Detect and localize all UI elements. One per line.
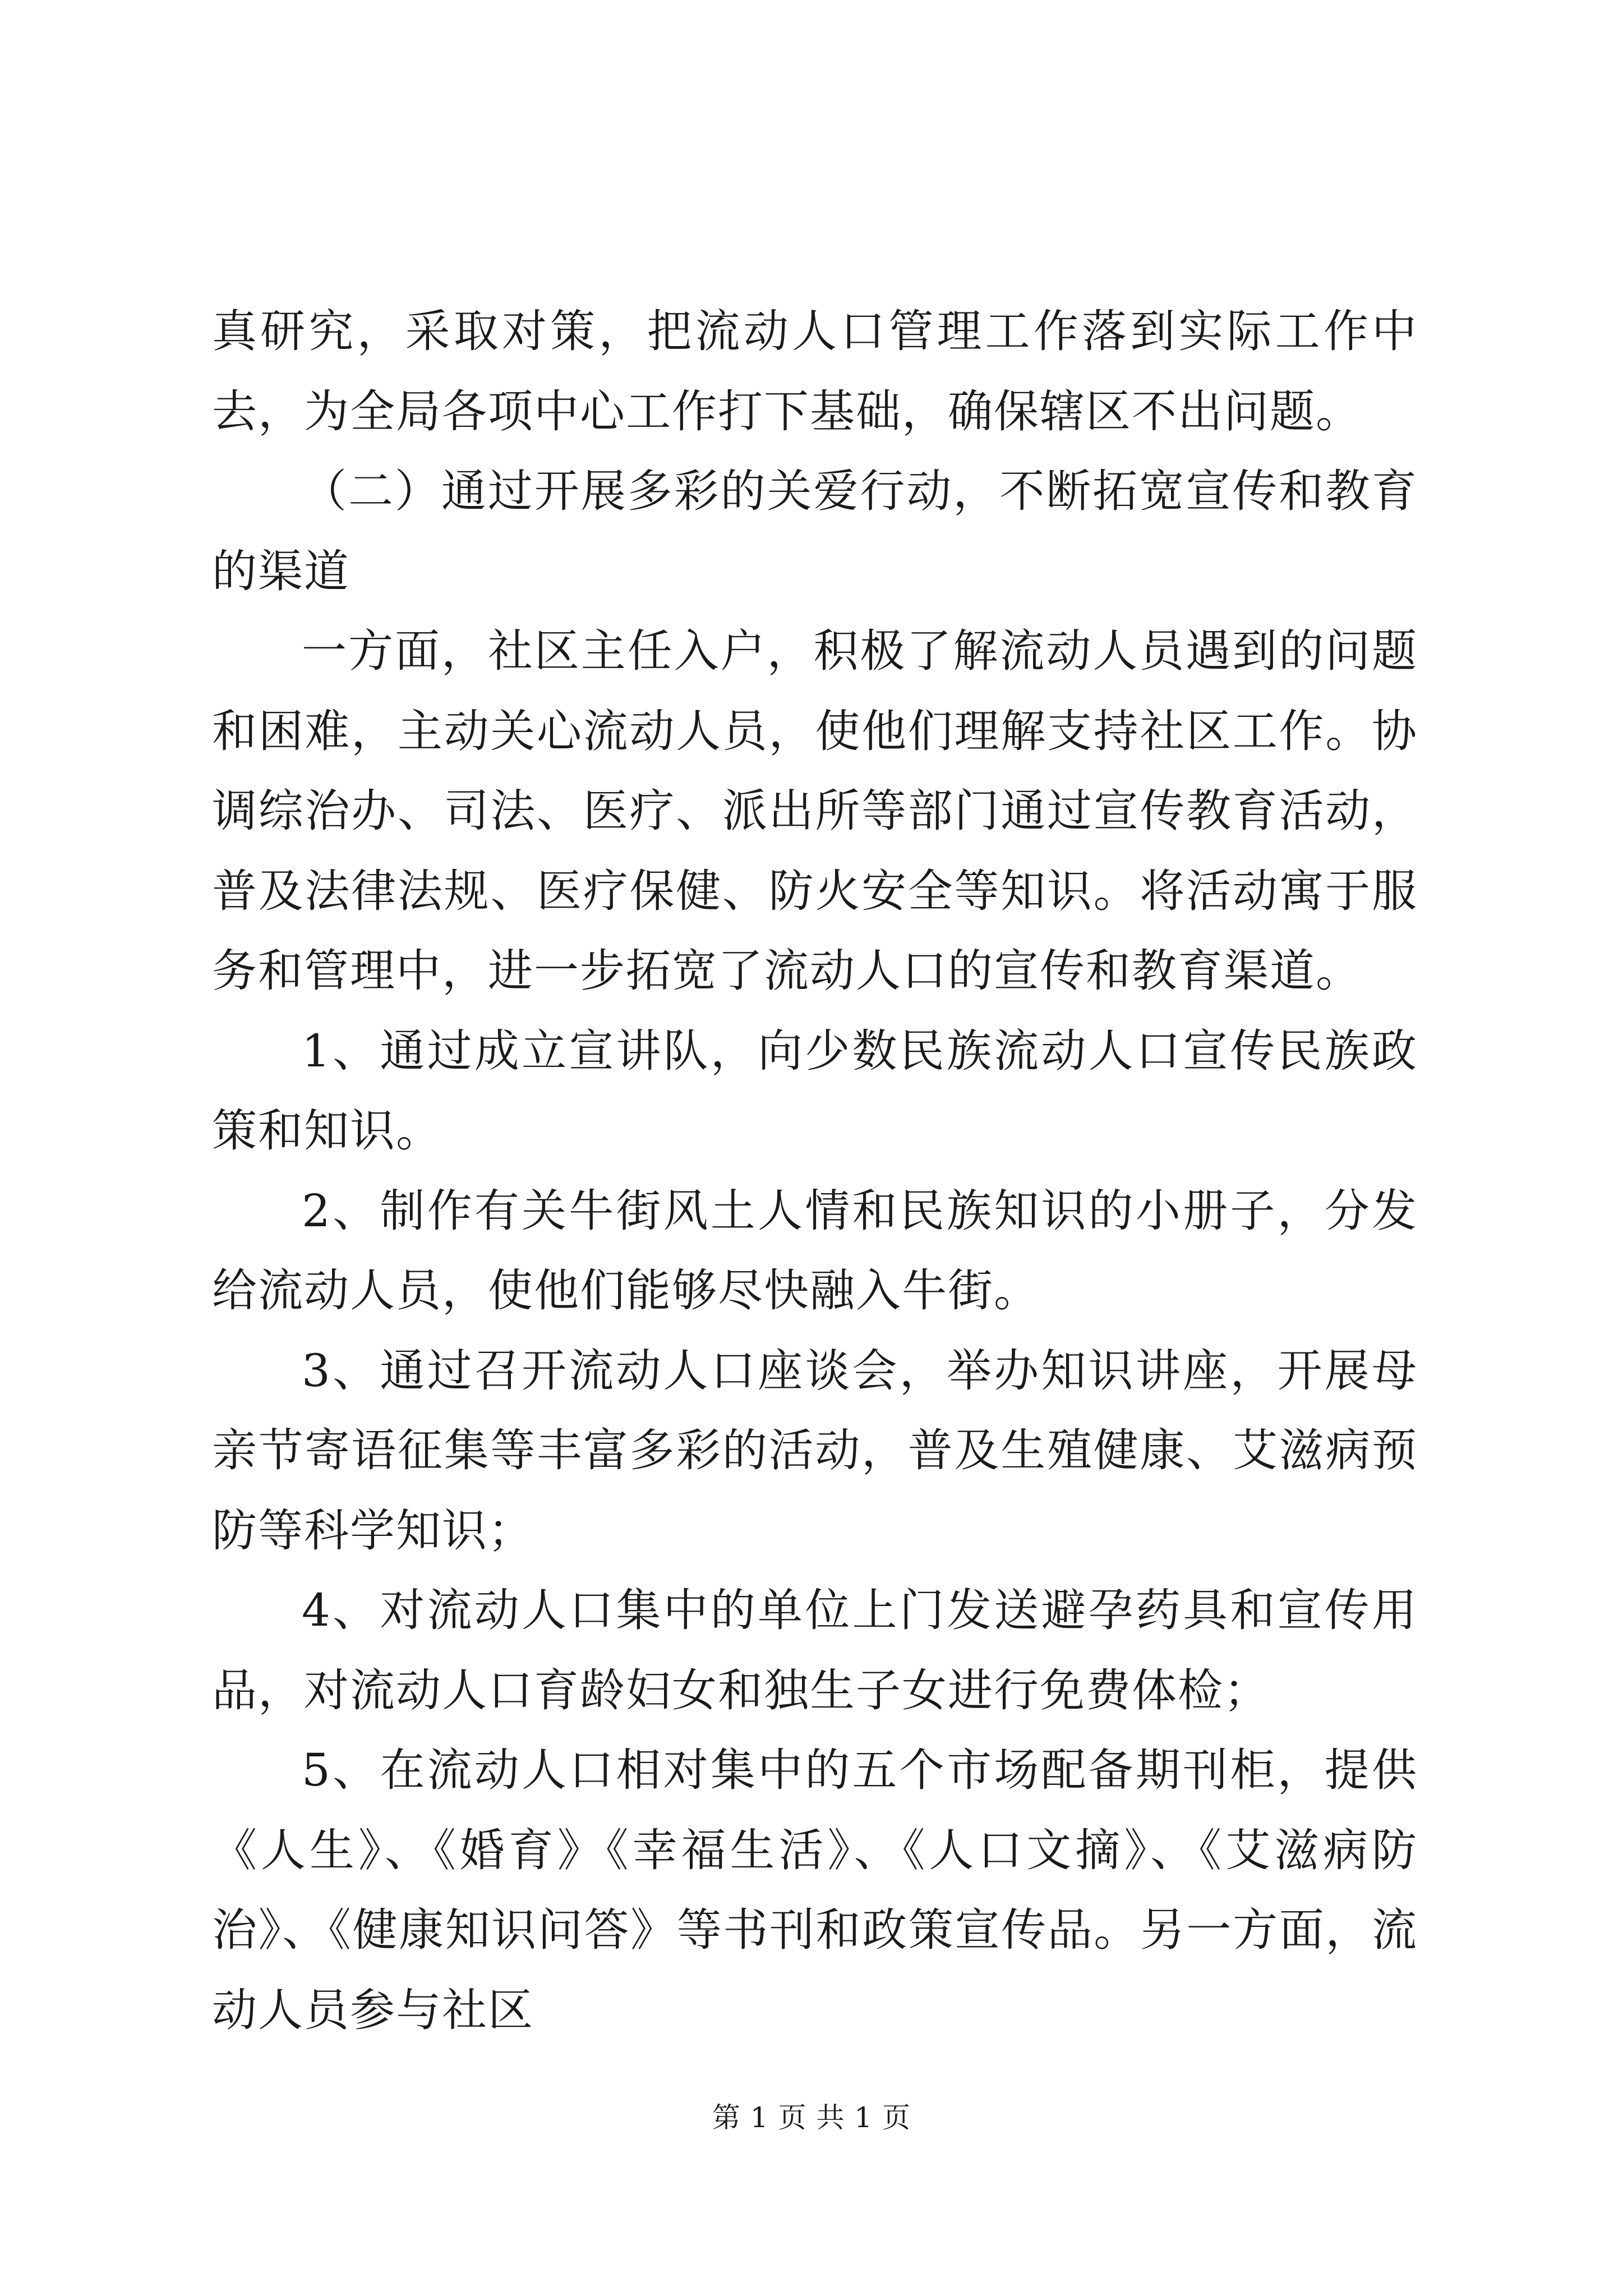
list-item-4: 4、对流动人口集中的单位上门发送避孕药具和宣传用品，对流动人口育龄妇女和独生子女进行免费体检； (212, 1584, 1418, 1717)
list-item-5: 5、在流动人口相对集中的五个市场配备期刊柜，提供《人生》、《婚育》《幸福生活》、《人口文摘》、《艾滋病防治》、《健康知识问答》等书刊和政策宣传品。另一方面，流动人员参与社区 (212, 1744, 1418, 2036)
paragraph-continuation: 真研究，采取对策，把流动人口管理工作落到实际工作中去，为全局各项中心工作打下基础，确保辖区不出问题。 (212, 305, 1418, 438)
page-footer: 第 1 页 共 1 页 (712, 2101, 911, 2134)
section-heading: （二）通过开展多彩的关爱行动，不断拓宽宣传和教育的渠道 (212, 465, 1418, 597)
document-body (212, 292, 1418, 2050)
paragraph-intro: 一方面，社区主任入户，积极了解流动人员遇到的问题和困难，主动关心流动人员，使他们理解支持社区工作。协调综治办、司法、医疗、派出所等部门通过宣传教育活动，普及法律法规、医疗保健、防火安全等知识。将活动寓于服务和管理中，进一步拓宽了流动人口的宣传和教育渠道。 (212, 625, 1418, 997)
list-item-2: 2、制作有关牛街风土人情和民族知识的小册子，分发给流动人员，使他们能够尽快融入牛街。 (212, 1184, 1418, 1317)
list-item-3: 3、通过召开流动人口座谈会，举办知识讲座，开展母亲节寄语征集等丰富多彩的活动，普及生殖健康、艾滋病预防等科学知识； (212, 1344, 1418, 1557)
list-item-1: 1、通过成立宣讲队，向少数民族流动人口宣传民族政策和知识。 (212, 1024, 1418, 1157)
